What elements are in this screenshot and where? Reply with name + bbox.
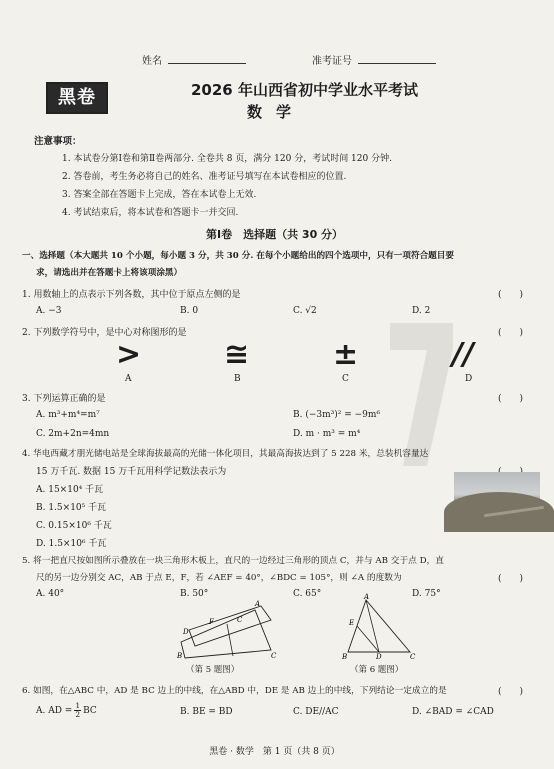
q6-stem: 6. 如图，在△ABC 中，AD 是 BC 边上的中线，在△ABD 中，DE 是 AB 边上的中线，下列结论一定成立的是 <box>22 686 447 696</box>
page-footer: 黑卷 · 数学 第 1 页（共 8 页） <box>209 747 340 757</box>
q6-option-a <box>36 702 97 719</box>
greater-than-symbol: > <box>116 337 142 372</box>
q5-point-f: F <box>209 618 214 626</box>
q3-option-c: C. 2m+2n=4mn <box>36 429 110 439</box>
q5-option-c: C. 65° <box>293 589 322 599</box>
name-blank[interactable] <box>168 63 246 64</box>
q5-caption: （第 5 题图） <box>186 665 240 675</box>
q6-point-d: D <box>376 653 382 661</box>
q5-point-d: D <box>183 628 189 636</box>
q6-point-b: B <box>342 653 348 661</box>
note-item: 3. 答案全部在答题卡上完成，答在本试卷上无效. <box>62 190 257 200</box>
q6-option-b: B. BE = BD <box>180 707 233 717</box>
q2-label-a: A <box>125 374 132 384</box>
q2-label-b: B <box>234 374 241 384</box>
plus-minus-symbol: ± <box>333 337 359 372</box>
q6-figure <box>340 594 420 660</box>
one-half-fraction <box>74 702 81 719</box>
q4-stem: 4. 华电西藏才朋光储电站是全球海拔最高的光储一体化项目，其最高海拔达到了 5 228 米，总装机容量达 <box>22 449 429 459</box>
q6-option-a-prefix: A. AD = <box>36 705 73 716</box>
q5-option-d: D. 75° <box>412 589 441 599</box>
fraction-numerator: 1 <box>75 701 81 710</box>
q3-option-d: D. m · m³ = m⁴ <box>293 429 361 439</box>
q1-answer-paren[interactable]: ( ) <box>498 290 524 300</box>
parallel-symbol: // <box>452 337 474 372</box>
q2-stem: 2. 下列数学符号中，是中心对称图形的是 <box>22 328 187 338</box>
q5-figure <box>175 600 275 660</box>
notes-heading: 注意事项： <box>34 136 82 147</box>
q5-point-a: A <box>255 600 261 608</box>
q6-caption: （第 6 题图） <box>350 665 404 675</box>
q3-option-b: B. (−3m³)² = −9m⁶ <box>293 410 381 420</box>
congruent-symbol: ≅ <box>224 337 250 372</box>
section-title: 第Ⅰ卷 选择题（共 30 分） <box>206 228 344 241</box>
subject-title: 数学 <box>247 103 306 121</box>
q3-stem: 3. 下列运算正确的是 <box>22 394 106 404</box>
q5-option-a: A. 40° <box>36 589 65 599</box>
solar-station-photo <box>454 472 540 528</box>
watermark-seven-icon <box>385 318 455 468</box>
q6-point-a: A <box>364 593 370 601</box>
section-instruction: 一、选择题（本大题共 10 个小题，每小题 3 分，共 30 分. 在每个小题给出的四个选项中，只有一项符合题目要 <box>22 251 454 261</box>
note-item: 1. 本试卷分第Ⅰ卷和第Ⅱ卷两部分. 全卷共 8 页，满分 120 分，考试时间 120 分钟. <box>62 154 392 164</box>
q6-point-c: C <box>410 653 416 661</box>
q1-stem: 1. 用数轴上的点表示下列各数，其中位于原点左侧的是 <box>22 290 241 300</box>
q5-stem-cont: 尺的另一边分别交 AC，AB 于点 E，F，若 ∠AEF = 40°，∠BDC = 105°，则 ∠A 的度数为 <box>36 573 402 583</box>
section-instruction-cont: 求，请选出并在答题卡上将该项涂黑） <box>36 268 183 278</box>
q5-answer-paren[interactable]: ( ) <box>498 574 524 584</box>
q5-option-b: B. 50° <box>180 589 209 599</box>
q4-stem-cont: 15 万千瓦. 数据 15 万千瓦用科学记数法表示为 <box>36 467 227 477</box>
q5-point-b: B <box>177 652 183 660</box>
q5-stem: 5. 将一把直尺按如图所示叠放在一块三角形木板上，直尺的一边经过三角形的顶点 C，并与 AB 交于点 D，直 <box>22 556 444 566</box>
q4-option-c: C. 0.15×10⁶ 千瓦 <box>36 521 112 531</box>
name-label: 姓名 <box>142 56 162 67</box>
ticket-blank[interactable] <box>358 63 436 64</box>
q4-option-d: D. 1.5×10⁶ 千瓦 <box>36 539 107 549</box>
ticket-label: 准考证号 <box>312 56 352 67</box>
q6-answer-paren[interactable]: ( ) <box>498 687 524 697</box>
q6-option-c: C. DE//AC <box>293 707 339 717</box>
q5-point-c: C <box>271 652 277 660</box>
q1-option-a: A. −3 <box>36 306 62 316</box>
q1-option-b: B. 0 <box>180 306 199 316</box>
note-item: 4. 考试结束后，将本试卷和答题卡一并交回. <box>62 208 239 218</box>
q3-option-a: A. m³+m⁴=m⁷ <box>36 410 100 420</box>
q6-option-d: D. ∠BAD = ∠CAD <box>412 707 494 717</box>
q2-label-d: D <box>465 374 473 384</box>
q6-point-e: E <box>349 619 355 627</box>
q2-label-c: C <box>342 374 349 384</box>
q1-option-d: D. 2 <box>412 306 431 316</box>
q6-option-a-suffix: BC <box>83 705 97 716</box>
exam-title: 2026 年山西省初中学业水平考试 <box>191 81 418 99</box>
q4-option-a: A. 15×10⁴ 千瓦 <box>36 485 104 495</box>
q3-answer-paren[interactable]: ( ) <box>498 394 524 404</box>
fraction-denominator: 2 <box>75 710 81 719</box>
note-item: 2. 答卷前，考生务必将自己的姓名、准考证号填写在本试卷相应的位置. <box>62 172 347 182</box>
q4-option-b: B. 1.5×10⁵ 千瓦 <box>36 503 107 513</box>
q1-option-c: C. √2 <box>293 306 317 316</box>
q2-answer-paren[interactable]: ( ) <box>498 328 524 338</box>
black-paper-stamp: 黑卷 <box>46 82 108 114</box>
q5-point-e: C <box>237 616 243 624</box>
